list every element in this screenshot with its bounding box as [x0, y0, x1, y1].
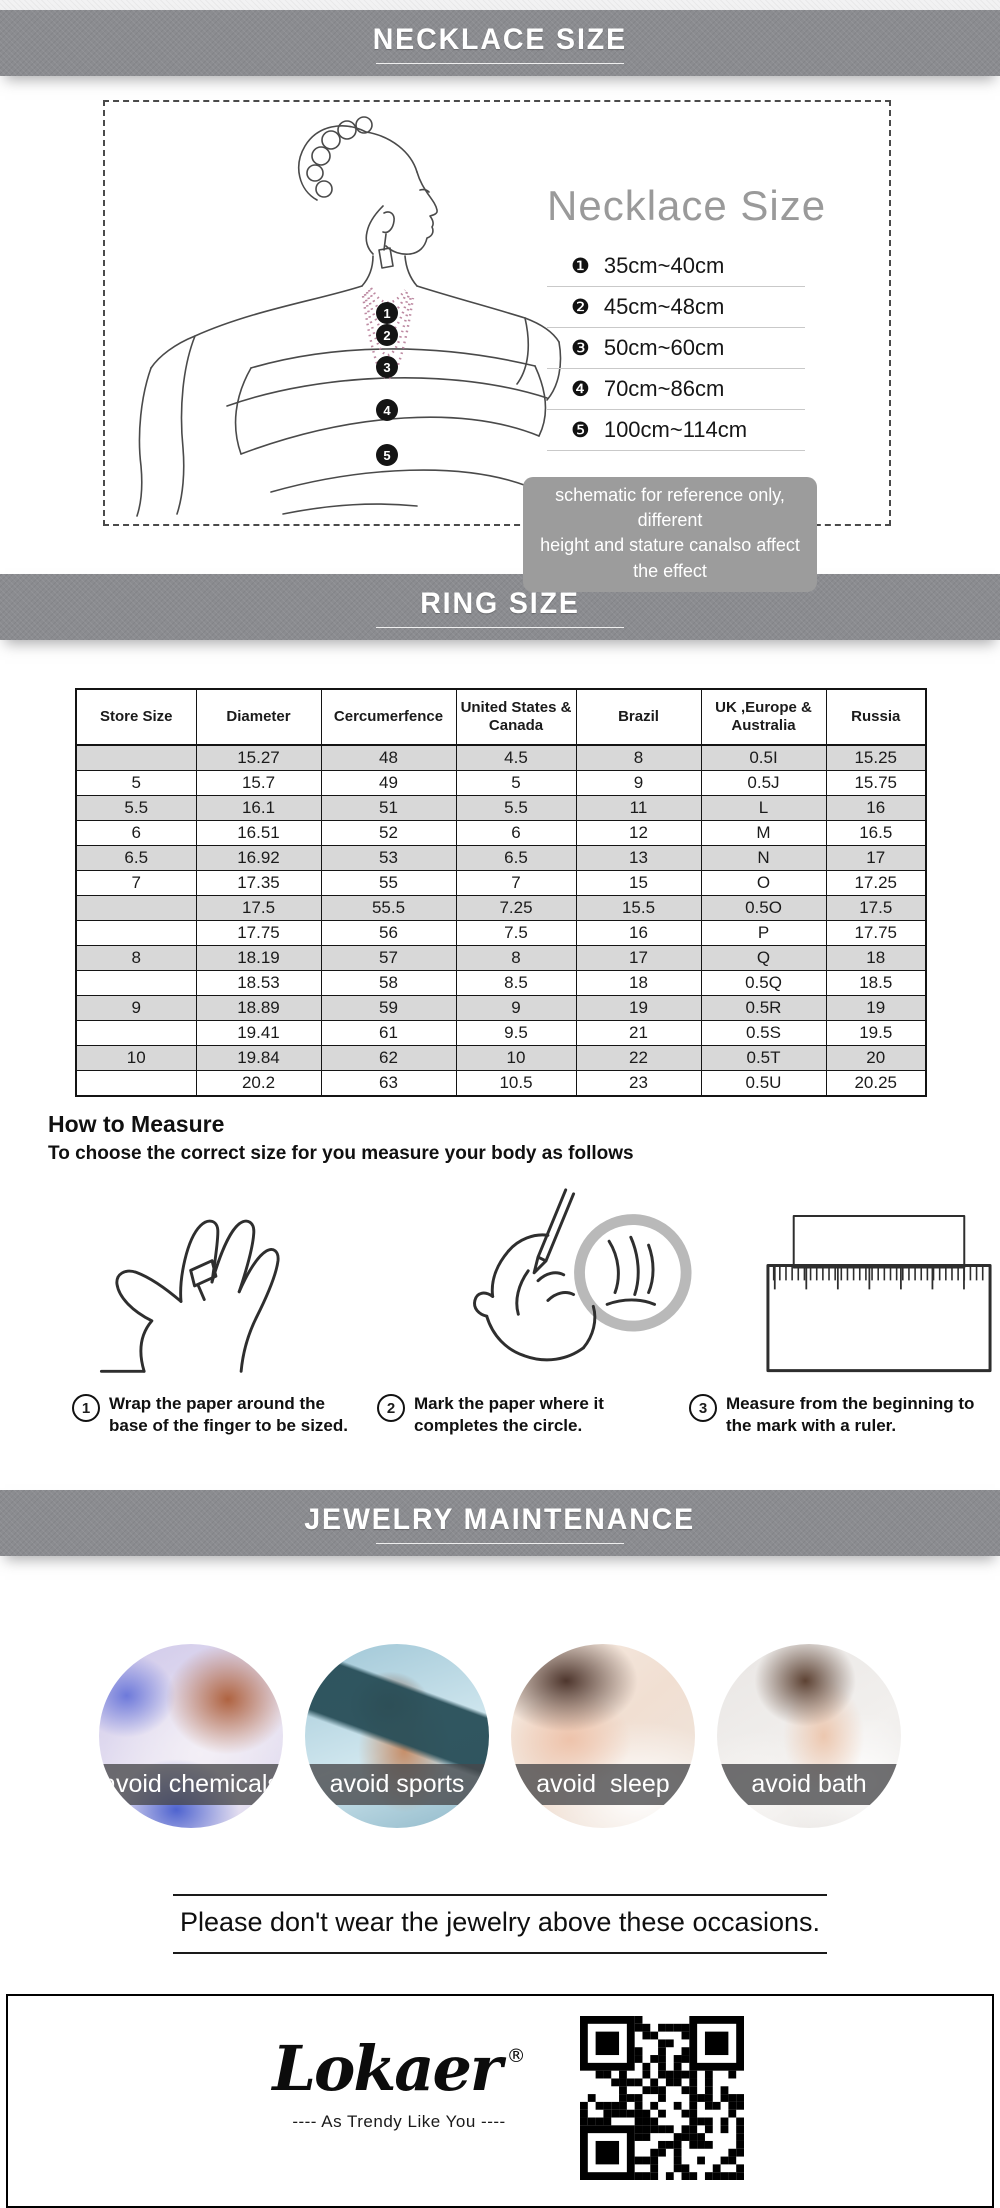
brand-footer — [6, 1994, 994, 2208]
necklace-size-item: ❶ 35cm~40cm — [547, 246, 805, 287]
banner-underline — [376, 1543, 624, 1544]
table-header-cell: Brazil — [576, 689, 701, 745]
table-cell: 9 — [576, 771, 701, 796]
table-cell: N — [701, 846, 826, 871]
table-cell: 0.5S — [701, 1021, 826, 1046]
table-cell: 62 — [321, 1046, 456, 1071]
table-cell: 8 — [456, 946, 576, 971]
table-cell: M — [701, 821, 826, 846]
how-to-measure-section — [48, 1111, 1000, 1438]
table-cell: 11 — [576, 796, 701, 821]
table-cell: 21 — [576, 1021, 701, 1046]
marking-paper-illustration — [390, 1182, 696, 1379]
table-cell: 49 — [321, 771, 456, 796]
ring-banner-title: RING SIZE — [420, 587, 580, 620]
measure-step-3: 3 Measure from the beginning to the mark with a ruler. — [689, 1393, 989, 1438]
table-cell: 8.5 — [456, 971, 576, 996]
brand-wordmark: Lokaer — [272, 2031, 501, 2105]
circled-number-icon: ❸ — [571, 336, 590, 360]
table-cell: 0.5O — [701, 896, 826, 921]
how-to-measure-heading: How to Measure — [48, 1111, 225, 1137]
table-cell: 15 — [576, 871, 701, 896]
svg-text:2: 2 — [383, 328, 391, 343]
table-cell: 61 — [321, 1021, 456, 1046]
table-cell: 17 — [826, 846, 926, 871]
avoid-sports-photo — [305, 1644, 489, 1828]
table-header-cell: Store Size — [76, 689, 196, 745]
hand-with-paper-illustration — [82, 1185, 344, 1379]
necklace-size-item: ❹ 70cm~86cm — [547, 369, 805, 410]
warning-box — [173, 1894, 827, 1954]
table-row — [76, 796, 926, 821]
table-cell: 63 — [321, 1071, 456, 1097]
brand-tagline: ---- As Trendy Like You ---- — [292, 2111, 506, 2131]
table-cell: 52 — [321, 821, 456, 846]
step-number-badge: 1 — [72, 1394, 100, 1422]
table-cell: 5 — [456, 771, 576, 796]
table-cell: 16.51 — [196, 821, 321, 846]
table-cell: 19.41 — [196, 1021, 321, 1046]
table-cell: 20.2 — [196, 1071, 321, 1097]
maintenance-circles — [0, 1644, 1000, 1828]
table-cell: L — [701, 796, 826, 821]
necklace-size-banner — [0, 10, 1000, 76]
banner-underline — [376, 627, 624, 628]
table-cell — [76, 1021, 196, 1046]
ring-size-table — [75, 688, 927, 1097]
table-row — [76, 971, 926, 996]
table-cell: 0.5J — [701, 771, 826, 796]
warning-text: Please don't wear the jewelry above these occasions. — [179, 1906, 821, 1937]
table-cell: 15.7 — [196, 771, 321, 796]
table-cell: 16.92 — [196, 846, 321, 871]
circled-number-icon: ❺ — [571, 418, 590, 442]
table-cell — [76, 896, 196, 921]
table-cell: 16 — [826, 796, 926, 821]
table-cell: 18.89 — [196, 996, 321, 1021]
step-number-badge: 3 — [689, 1394, 717, 1422]
table-row — [76, 821, 926, 846]
table-cell: 12 — [576, 821, 701, 846]
svg-text:4: 4 — [383, 403, 391, 418]
table-row — [76, 771, 926, 796]
table-row — [76, 1021, 926, 1046]
avoid-chemicals-photo — [99, 1644, 283, 1828]
table-row — [76, 745, 926, 771]
table-cell: 16 — [576, 921, 701, 946]
table-cell: 7.25 — [456, 896, 576, 921]
table-cell: 6.5 — [76, 846, 196, 871]
table-header-row — [76, 689, 926, 745]
table-cell: 18 — [826, 946, 926, 971]
circled-number-icon: ❷ — [571, 295, 590, 319]
table-header-cell: Russia — [826, 689, 926, 745]
necklace-size-item: ❺ 100cm~114cm — [547, 410, 805, 451]
table-cell: 56 — [321, 921, 456, 946]
avoid-sleep-photo — [511, 1644, 695, 1828]
page-top-strip — [0, 0, 1000, 10]
table-cell: 4.5 — [456, 745, 576, 771]
avoid-bath-label: avoid bath — [751, 1769, 867, 1798]
necklace-size-section — [103, 100, 891, 581]
necklace-banner-title: NECKLACE SIZE — [372, 23, 628, 56]
table-cell: 13 — [576, 846, 701, 871]
table-cell: 6 — [76, 821, 196, 846]
table-cell: 17.75 — [826, 921, 926, 946]
table-cell: 22 — [576, 1046, 701, 1071]
table-cell: P — [701, 921, 826, 946]
table-cell: 9 — [76, 996, 196, 1021]
table-cell: 15.25 — [826, 745, 926, 771]
table-cell: 18.19 — [196, 946, 321, 971]
table-cell: 10 — [76, 1046, 196, 1071]
table-cell: 7 — [456, 871, 576, 896]
step-number-badge: 2 — [377, 1394, 405, 1422]
circled-number-icon: ❹ — [571, 377, 590, 401]
table-cell: 48 — [321, 745, 456, 771]
necklace-size-item: ❷ 45cm~48cm — [547, 287, 805, 328]
table-cell: O — [701, 871, 826, 896]
svg-text:3: 3 — [383, 360, 391, 375]
table-cell: 5.5 — [456, 796, 576, 821]
table-cell: 8 — [576, 745, 701, 771]
table-cell: 17.5 — [196, 896, 321, 921]
necklace-size-item: ❸ 50cm~60cm — [547, 328, 805, 369]
table-cell: Q — [701, 946, 826, 971]
measure-step-1: 1 Wrap the paper around the base of the finger to be sized. — [72, 1393, 359, 1438]
table-cell: 7.5 — [456, 921, 576, 946]
table-cell: 15.5 — [576, 896, 701, 921]
avoid-bath-photo — [717, 1644, 901, 1828]
table-cell: 55.5 — [321, 896, 456, 921]
table-cell: 10 — [456, 1046, 576, 1071]
table-cell: 18.5 — [826, 971, 926, 996]
avoid-chemicals-label: avoid chemicals — [102, 1769, 280, 1798]
table-cell: 16.5 — [826, 821, 926, 846]
table-row — [76, 946, 926, 971]
how-to-measure-subtitle: To choose the correct size for you measure your body as follows — [48, 1143, 634, 1164]
qr-code-icon — [580, 2016, 744, 2180]
svg-text:5: 5 — [383, 448, 391, 463]
table-row — [76, 871, 926, 896]
table-cell: 17 — [576, 946, 701, 971]
table-cell: 18.53 — [196, 971, 321, 996]
table-header-cell: Diameter — [196, 689, 321, 745]
table-cell: 20.25 — [826, 1071, 926, 1097]
banner-underline — [376, 63, 624, 64]
measure-step-captions — [72, 1393, 1000, 1438]
table-header-cell: Cercumerfence — [321, 689, 456, 745]
table-header-cell: United States & Canada — [456, 689, 576, 745]
necklace-size-title: Necklace Size — [547, 182, 827, 229]
table-cell: 20 — [826, 1046, 926, 1071]
table-row — [76, 921, 926, 946]
table-row — [76, 846, 926, 871]
table-cell: 17.25 — [826, 871, 926, 896]
table-cell: 8 — [76, 946, 196, 971]
table-cell: 5.5 — [76, 796, 196, 821]
ruler-illustration — [760, 1210, 998, 1379]
table-row — [76, 1071, 926, 1097]
table-cell: 6 — [456, 821, 576, 846]
woman-necklace-illustration — [133, 110, 565, 520]
table-cell: 18 — [576, 971, 701, 996]
ring-size-table-body — [76, 745, 926, 1096]
table-cell: 55 — [321, 871, 456, 896]
table-cell: 58 — [321, 971, 456, 996]
table-cell: 19.5 — [826, 1021, 926, 1046]
table-cell: 17.75 — [196, 921, 321, 946]
table-row — [76, 996, 926, 1021]
table-cell: 0.5I — [701, 745, 826, 771]
table-cell: 51 — [321, 796, 456, 821]
table-cell: 0.5R — [701, 996, 826, 1021]
table-cell: 17.35 — [196, 871, 321, 896]
table-cell: 19.84 — [196, 1046, 321, 1071]
table-cell: 59 — [321, 996, 456, 1021]
necklace-size-list — [547, 246, 805, 451]
table-cell: 53 — [321, 846, 456, 871]
table-cell — [76, 921, 196, 946]
avoid-sports-label: avoid sports — [329, 1769, 465, 1798]
table-cell: 57 — [321, 946, 456, 971]
ring-size-table-wrap — [75, 688, 925, 1097]
measure-step-2: 2 Mark the paper where it completes the circle. — [377, 1393, 673, 1438]
table-cell: 5 — [76, 771, 196, 796]
table-cell: 0.5T — [701, 1046, 826, 1071]
avoid-sleep-label: avoid sleep — [536, 1769, 670, 1798]
brand-logo — [234, 2031, 564, 2132]
table-cell: 23 — [576, 1071, 701, 1097]
ring-size-table-head — [76, 689, 926, 745]
measure-illustrations — [70, 1183, 1000, 1379]
jewelry-maintenance-banner — [0, 1490, 1000, 1556]
table-row — [76, 1046, 926, 1071]
table-cell: 19 — [826, 996, 926, 1021]
registered-trademark-icon: ® — [506, 2044, 526, 2067]
necklace-note: schematic for reference only, different height and stature canalso affect the effect — [523, 477, 817, 592]
table-cell — [76, 1071, 196, 1097]
necklace-size-info — [540, 182, 867, 592]
table-cell: 17.5 — [826, 896, 926, 921]
maintenance-banner-title: JEWELRY MAINTENANCE — [304, 1502, 696, 1536]
table-cell: 6.5 — [456, 846, 576, 871]
table-cell: 10.5 — [456, 1071, 576, 1097]
table-cell: 7 — [76, 871, 196, 896]
table-cell: 0.5U — [701, 1071, 826, 1097]
svg-text:1: 1 — [383, 306, 391, 321]
table-cell — [76, 971, 196, 996]
table-row — [76, 896, 926, 921]
circled-number-icon: ❶ — [571, 254, 590, 278]
table-cell: 0.5Q — [701, 971, 826, 996]
table-cell: 19 — [576, 996, 701, 1021]
table-cell: 16.1 — [196, 796, 321, 821]
table-cell: 15.27 — [196, 745, 321, 771]
table-cell: 9.5 — [456, 1021, 576, 1046]
table-cell — [76, 745, 196, 771]
table-header-cell: UK ,Europe & Australia — [701, 689, 826, 745]
table-cell: 9 — [456, 996, 576, 1021]
table-cell: 15.75 — [826, 771, 926, 796]
